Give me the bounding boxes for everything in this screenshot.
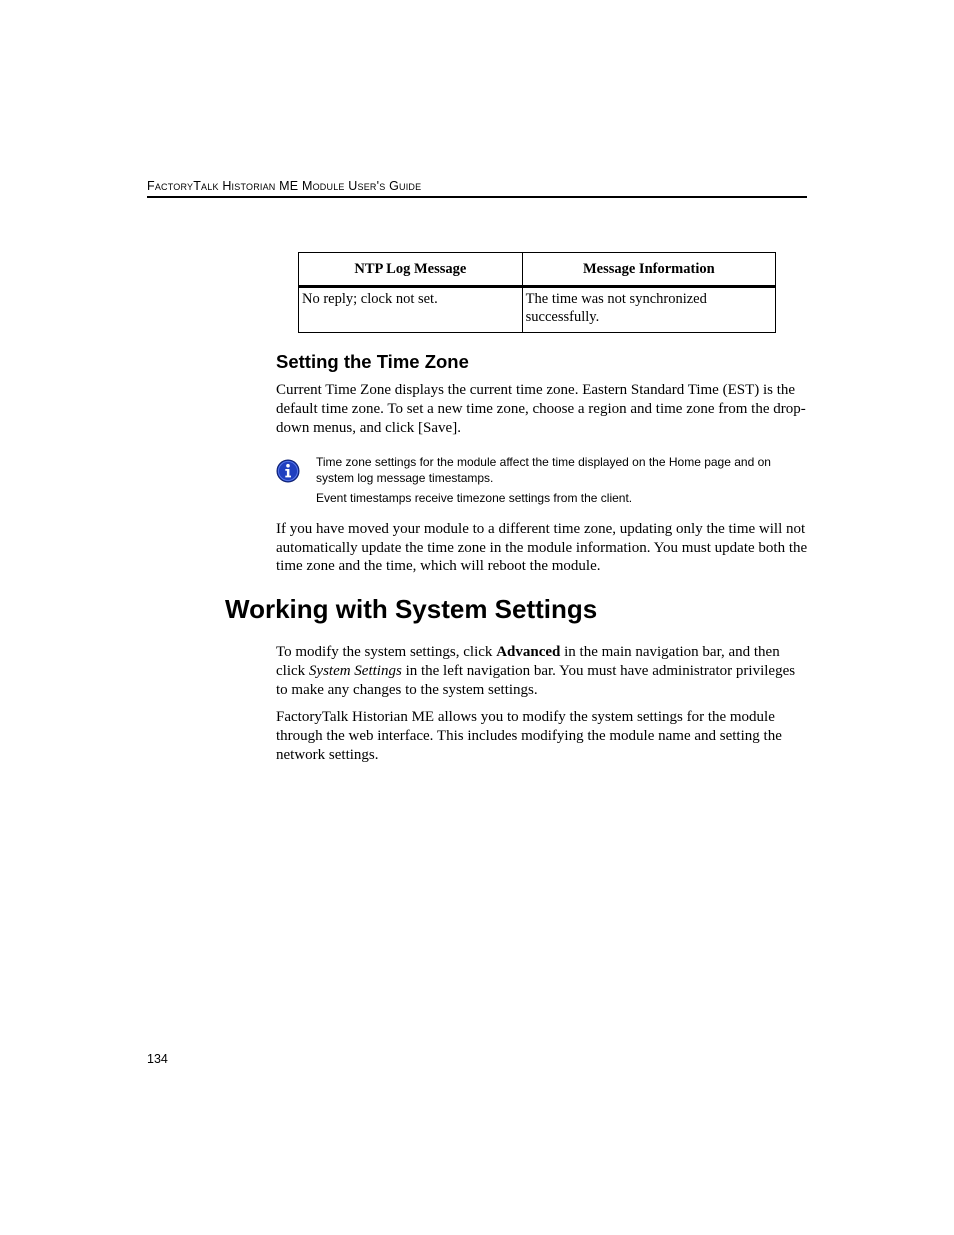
column-header-message-information: Message Information — [522, 253, 775, 287]
text-run: in the left navigation bar. You must have administrator privileges to make any changes to the system settings. — [276, 663, 796, 698]
note-text-event-timestamps: Event timestamps receive timezone settings from the client. — [316, 491, 633, 505]
info-icon — [276, 459, 300, 483]
note-text-timezone-settings: Time zone settings for the module affect the time displayed on the Home page and on system log message timestamps. — [316, 455, 771, 485]
column-header-ntp-log-message: NTP Log Message — [299, 253, 523, 287]
running-header: FactoryTalk Historian ME Module User's Guide — [147, 178, 807, 198]
section-title-system-settings: Working with System Settings — [225, 594, 598, 624]
table-cell-log-message: No reply; clock not set. — [299, 287, 523, 333]
time-zone-paragraph: Current Time Zone displays the current time zone. Eastern Standard Time (EST) is the default time zone. To set a new time zone, choose a region and time zone from the drop-down menus, and click [Save]. — [276, 382, 806, 436]
system-settings-term: System Settings — [308, 663, 402, 679]
ntp-log-table — [298, 252, 776, 333]
advanced-term: Advanced — [496, 644, 561, 660]
section-title-time-zone: Setting the Time Zone — [276, 351, 469, 372]
page-number: 134 — [147, 1052, 168, 1066]
time-zone-move-paragraph: If you have moved your module to a different time zone, updating only the time will not automatically update the time zone in the module information. You must update both the time zone and the time, which will reboot the module. — [276, 521, 808, 575]
table-header-row — [299, 253, 776, 287]
text-run: To modify the system settings, click — [276, 644, 497, 660]
web-interface-paragraph: FactoryTalk Historian ME allows you to modify the system settings for the module through the web interface. This includes modifying the module name and setting the network settings. — [276, 709, 782, 763]
system-settings-paragraph — [276, 643, 810, 700]
table-row — [299, 287, 776, 333]
text-run: in the main navigation bar, and then click — [276, 644, 780, 679]
table-cell-message-information: The time was not synchronized successfully. — [522, 287, 775, 333]
